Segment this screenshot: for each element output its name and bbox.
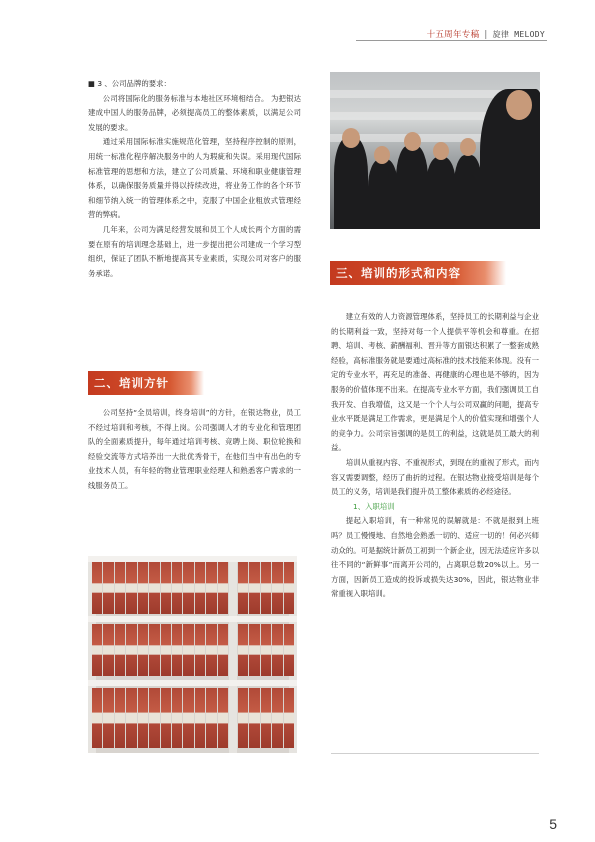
subsection1-paragraph: 提起入职培训，有一种常见的误解就是：不就是报到上班吗？员工慢慢地、自然地会熟悉一切的、适应一切的！何必兴师动众的。可是据统计新员工初到一个新企业，因无法适应许多以往不同的“新鲜事”而离开公司的，占离职总数20%以上。另一方面，因新员工造成的投诉或损失达30%，因此，银达物业非常重视入职培训。 — [331, 516, 539, 599]
section2-body — [88, 406, 301, 494]
archive-shelves-photo — [88, 556, 297, 753]
left-column — [88, 77, 301, 281]
section3-paragraph: 建立有效的人力资源管理体系，坚持员工的长期利益与企业的长期利益一致，坚持对每一个人提供平等机会和尊重。在招聘、培训、考核、薪酬福利、晋升等方面银达积累了一整套成熟经验，高标准服务就是要通过高标准的技术技能来体现。没有一定的专业水平，再充足的准备、再健康的心理也是不够的，因为服务的价值体现不出来。在提高专业水平方面，我们强调员工自我开发、自我增值，这又是一个个人与公司双赢的问题，提高专业水平既是满足工作需求，更是满足个人的价值实现和增强个人的竞争力。公司宗旨强调的是员工的利益，这就是员工最大的利益。 — [331, 312, 539, 453]
left-paragraph: 几年来，公司为满足经营发展和员工个人成长两个方面的需要在原有的培训理念基础上，进一步提出把公司建成一个学习型组织，保证了团队不断地提高其专业素质，实现公司对客户的服务承诺。 — [88, 224, 301, 278]
bottom-rule — [331, 753, 539, 754]
section3-heading: 三、培训的形式和内容 — [330, 261, 506, 285]
section3-paragraph: 培训从重视内容、不重视形式，到现在的重视了形式，而内容又需要调整，经历了曲折的过程。在银达物业接受培训是每个员工的义务，培训是我们提升员工整体素质的必经途径。 — [331, 457, 539, 497]
header-separator: | — [484, 30, 488, 40]
training-session-photo — [330, 72, 540, 229]
header-rule — [356, 40, 547, 41]
left-paragraph: 通过采用国际标准实施规范化管理，坚持程序控制的原则，用统一标准化程序解决服务中的人为瑕疵和失误。采用现代国际标准管理的思想和方法，建立了公司质量、环境和职业健康管理体系，以确保服务质量并得以持续改进，将业务工作的各个环节和细节纳入统一的管理体系之中，克服了中国企业粗放式管理经营的弊病。 — [88, 137, 301, 220]
subsection1-heading: 1、入职培训 — [353, 501, 395, 511]
section2-paragraph: 公司坚持“全员培训，终身培训”的方针，在银达物业，员工不经过培训和考核，不得上岗。公司强调人才的专业化和管理团队的全面素质提升，每年通过培训考核、竞聘上岗、职位轮换和经验交流等方式培养出一大批优秀骨干，在他们当中有出色的专业技术人员，有年轻的物业管理职业经理人和熟悉客户需求的一线服务员工。 — [88, 408, 301, 490]
item3-heading: ■ 3 、公司品牌的要求： — [88, 79, 171, 88]
page-number: 5 — [549, 816, 557, 832]
right-column — [331, 310, 539, 602]
header-column: 旋律 MELODY — [492, 30, 545, 39]
running-header — [427, 28, 545, 40]
section2-heading: 二、培训方针 — [88, 371, 204, 395]
left-paragraph: 公司将国际化的服务标准与本地社区环境相结合。 为把银达建成中国人的服务品牌，必须提高员工的整体素质，以满足公司发展的要求。 — [88, 93, 301, 132]
header-section: 十五周年专稿 — [426, 30, 480, 40]
